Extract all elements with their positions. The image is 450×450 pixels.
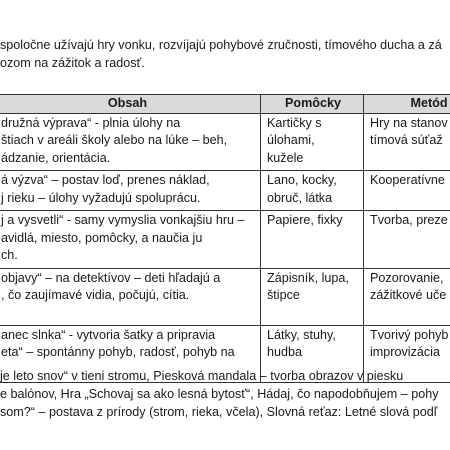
intro-line-1: spoločne užívajú hry vonku, rozvíjajú pohybové zručnosti, tímového ducha a zá <box>0 38 442 52</box>
cell-obsah: družná výprava“ - plnia úlohy na štiach v areáli školy alebo na lúke – beh, ádzanie, orientácia. <box>0 113 261 171</box>
cell-pomocky: Látky, stuhy, hudba <box>261 325 364 382</box>
header-metody: Metód <box>364 95 450 114</box>
outro-line-2: e balónov, Hra „Schovaj sa ako lesná bytosť“, Hádaj, čo napodobňujem – pohy <box>0 387 439 401</box>
cell-metody: Kooperatívne <box>364 171 450 211</box>
table-row <box>0 171 450 211</box>
cell-metody: Hry na stanov tímová súťaž <box>364 113 450 171</box>
cell-pomocky: Lano, kocky, obruč, látka <box>261 171 364 211</box>
cell-obsah: objavy“ – na detektívov – deti hľadajú a , čo zaujímavé vidia, počujú, cítia. <box>0 268 261 325</box>
header-obsah: Obsah <box>0 95 261 114</box>
activities-table <box>0 94 450 383</box>
cell-obsah: j a vysvetli“ - samy vymyslia vonkajšiu hru – avidlá, miesto, pomôcky, a naučia ju ch. <box>0 211 261 269</box>
cell-pomocky: Papiere, fixky <box>261 211 364 269</box>
header-pomocky: Pomôcky <box>261 95 364 114</box>
cell-obsah: anec slnka“ - vytvoria šatky a pripravia eta“ – spontánny pohyb, radosť, pohyb na <box>0 325 261 382</box>
table-header-row <box>0 95 450 114</box>
intro-line-2: ozom na zážitok a radosť. <box>0 56 145 70</box>
table-row <box>0 268 450 325</box>
cell-obsah: á výzva“ – postav loď, prenes náklad, j rieku – úlohy vyžadujú spoluprácu. <box>0 171 261 211</box>
outro-line-1: je leto snov“ v tieni stromu, Piesková mandala – tvorba obrazov v piesku <box>0 369 404 383</box>
cell-metody: Tvorivý pohyb improvizácia <box>364 325 450 382</box>
intro-paragraph <box>0 36 450 72</box>
cell-pomocky: Zápisník, lupa, štipce <box>261 268 364 325</box>
cell-pomocky: Kartičky s úlohami, kužele <box>261 113 364 171</box>
outro-paragraph <box>0 367 450 421</box>
table-row <box>0 113 450 171</box>
table-row <box>0 211 450 269</box>
cell-metody: Pozorovanie, zážitkové uče <box>364 268 450 325</box>
outro-line-3: som?“ – postava z prírody (strom, rieka, včela), Slovná reťaz: Letné slová podľ <box>0 405 438 419</box>
cell-metody: Tvorba, preze <box>364 211 450 269</box>
